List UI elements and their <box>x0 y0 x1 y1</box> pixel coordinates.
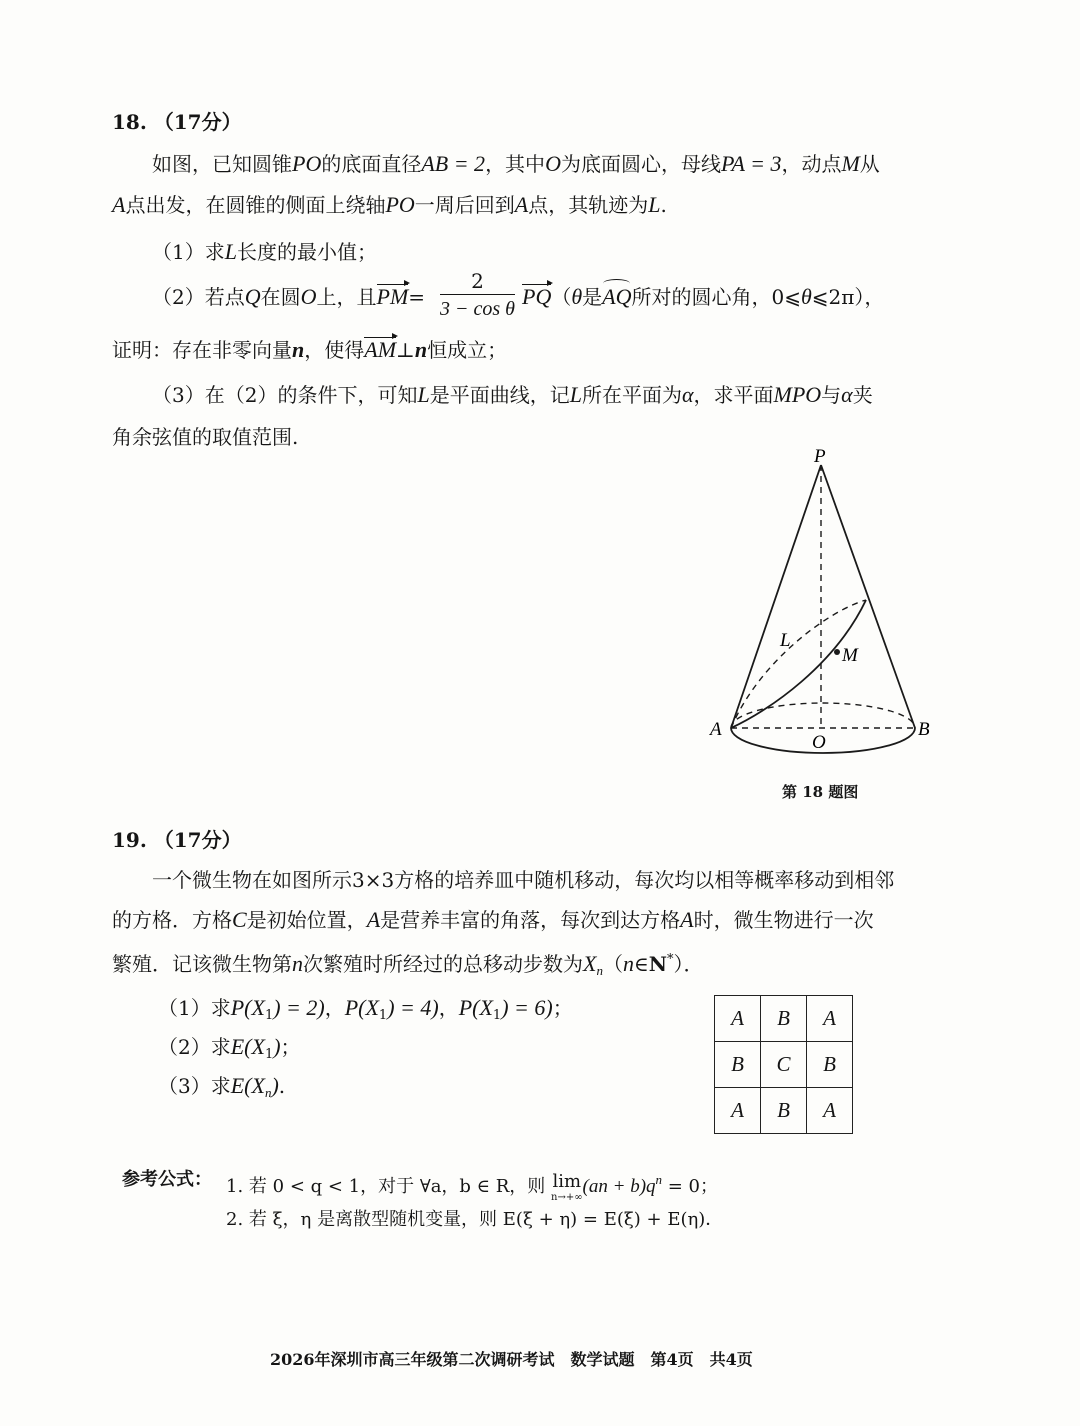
subscript: 1 <box>378 1008 388 1023</box>
grid-cell: A <box>807 1088 853 1134</box>
math-symbol: Q <box>244 284 261 309</box>
label-M: M <box>842 645 858 666</box>
math-symbol: PO <box>385 192 415 217</box>
formula-text: 若 0 < q < 1，对于 ∀a，b ∈ R，则 <box>248 1176 546 1197</box>
grid-cell: A <box>807 996 853 1042</box>
page-footer: 2026年深圳市高三年级第二次调研考试 数学试题 第4页 共4页 <box>270 1350 753 1369</box>
math-symbol: A <box>514 192 529 217</box>
q18-text: ⩽2π）， <box>811 285 885 309</box>
label-B: B <box>918 719 930 740</box>
q19-text: 是初始位置， <box>246 908 367 932</box>
q18-part-3 <box>152 381 873 409</box>
q19-text: （ <box>602 952 623 976</box>
math-symbol: α <box>841 382 853 407</box>
grid-cell: A <box>715 996 761 1042</box>
q19-text: ， <box>438 996 459 1020</box>
vector-PQ: PQ <box>522 284 552 309</box>
petri-dish-grid <box>714 995 853 1134</box>
q18-part-1 <box>152 238 377 266</box>
fraction-numerator: 2 <box>440 268 515 295</box>
q19-text: . <box>278 1074 286 1098</box>
fraction-denominator: 3 − cos θ <box>440 298 515 320</box>
q18-text: ，动点 <box>781 152 842 176</box>
label-A: A <box>710 719 722 740</box>
q19-text: 的方格．方格 <box>112 908 232 932</box>
q18-text: （ <box>551 285 572 309</box>
q18-text: 点出发，在圆锥的侧面上绕轴 <box>125 193 386 217</box>
math-expression: AB = 2 <box>421 151 486 176</box>
q18-part-3-line-2: 角余弦值的取值范围. <box>112 425 299 449</box>
math-symbol: θ <box>571 284 583 309</box>
math-symbol: L <box>648 192 661 217</box>
q19-part-2 <box>158 1033 301 1069</box>
q19-text: ； <box>280 1035 301 1059</box>
cone-generatrix-PB <box>821 465 915 728</box>
math-expression: E(X <box>230 1034 265 1059</box>
grid-cell: B <box>807 1042 853 1088</box>
q18-part-2-lead <box>152 283 425 311</box>
q18-text: ，其中 <box>485 152 546 176</box>
math-expression: P(X <box>230 995 265 1020</box>
q19-number: 19. <box>112 828 147 852</box>
limit-word: lim <box>552 1171 582 1192</box>
formula-number: 2. <box>226 1209 244 1230</box>
math-symbol: n <box>292 951 303 976</box>
q18-text: 是 <box>582 285 603 309</box>
math-symbol: O <box>300 284 317 309</box>
q19-header <box>112 826 242 854</box>
q19-text: 次繁殖时所经过的总移动步数为 <box>303 952 583 976</box>
superscript: n <box>655 1172 663 1187</box>
math-expression: E(X <box>230 1073 265 1098</box>
formula-text: (an + b)q <box>582 1176 656 1197</box>
q18-text: （2）若点 <box>152 285 245 309</box>
grid-cell: B <box>715 1042 761 1088</box>
q18-text: 是平面曲线，记 <box>429 383 570 407</box>
fraction <box>440 268 515 323</box>
math-expression: ) <box>271 1073 279 1098</box>
math-symbol: A <box>112 192 126 217</box>
point-M <box>834 649 840 655</box>
q19-part-3 <box>158 1072 285 1107</box>
grid-cell: C <box>761 1042 807 1088</box>
subscript: 1 <box>264 1047 274 1062</box>
q18-part-2-line-2 <box>112 336 507 364</box>
math-symbol: A <box>366 907 381 932</box>
q19-text: ∈ <box>633 952 649 976</box>
q19-text: 时，微生物进行一次 <box>693 908 874 932</box>
math-symbol: L <box>417 382 430 407</box>
math-expression: ) = 4) <box>387 995 439 1020</box>
limit <box>551 1171 583 1206</box>
q19-text: ， <box>324 996 345 1020</box>
label-L: L <box>780 630 791 651</box>
grid-row <box>715 1042 853 1088</box>
formula-text: 若 ξ，η 是离散型随机变量，则 E(ξ + η) = E(ξ) + E(η)． <box>248 1209 724 1230</box>
math-symbol: n <box>414 337 428 362</box>
label-O: O <box>812 732 826 753</box>
label-P: P <box>814 446 826 467</box>
q19-text: （3）求 <box>158 1074 231 1098</box>
q18-intro-line-1 <box>152 150 880 178</box>
q19-intro-line-1: 一个微生物在如图所示3×3方格的培养皿中随机移动，每次均以相等概率移动到相邻 <box>152 868 895 892</box>
math-symbol: α <box>681 382 694 407</box>
q18-text: 与 <box>821 383 842 407</box>
q18-text: 所对的圆心角，0⩽ <box>631 285 801 309</box>
q19-part-1 <box>158 994 573 1030</box>
arc-AQ: AQ <box>602 284 632 309</box>
math-expression: ) <box>273 1034 281 1059</box>
q18-text: 所在平面为 <box>581 383 682 407</box>
superscript: * <box>667 952 674 967</box>
vector-AM: AM <box>364 337 397 362</box>
grid-cell: A <box>715 1088 761 1134</box>
q18-text: 长度的最小值； <box>236 240 377 264</box>
math-symbol: θ <box>800 284 812 309</box>
q19-intro-line-3 <box>112 946 704 985</box>
q18-text: 如图，已知圆锥 <box>152 152 292 176</box>
q18-text: ，使得 <box>304 338 365 362</box>
q18-text: 在圆 <box>260 285 301 309</box>
q18-text: （3）在（2）的条件下，可知 <box>152 383 418 407</box>
q18-part-2-tail <box>522 283 884 311</box>
grid-cell: B <box>761 996 807 1042</box>
vector-PM: PM <box>376 284 409 309</box>
q19-text: 是营养丰富的角落，每次到达方格 <box>380 908 681 932</box>
q18-text: 夹 <box>852 383 873 407</box>
q19-text: 繁殖．记该微生物第 <box>112 952 292 976</box>
q19-text: （2）求 <box>158 1035 231 1059</box>
equals-sign: = <box>408 285 426 309</box>
q18-intro-line-2 <box>112 191 667 219</box>
q19-score: （17分） <box>153 828 242 852</box>
q18-text: （1）求 <box>152 240 225 264</box>
math-expression: P(X <box>458 995 493 1020</box>
math-symbol: n <box>292 337 305 362</box>
math-symbol: N <box>648 952 668 976</box>
math-symbol: n <box>622 951 634 976</box>
math-symbol: L <box>569 382 582 407</box>
q18-number: 18. <box>112 110 147 134</box>
q19-intro-line-2 <box>112 906 874 934</box>
subscript: n <box>596 963 603 978</box>
math-expression: ) = 6) <box>501 995 553 1020</box>
math-symbol: MPO <box>773 382 822 407</box>
math-symbol: PO <box>292 151 322 176</box>
base-back-arc <box>731 703 915 728</box>
q18-text: 点，其轨迹为 <box>528 193 649 217</box>
formula-text: = 0； <box>662 1176 719 1197</box>
reference-label: 参考公式： <box>122 1169 212 1190</box>
math-expression: ) = 2) <box>273 995 325 1020</box>
q18-text: . <box>660 193 667 217</box>
math-expression: P(X <box>344 995 379 1020</box>
q19-text: ）． <box>673 952 704 976</box>
subscript: 1 <box>264 1008 274 1023</box>
perpendicular-sign: ⊥ <box>396 338 415 362</box>
math-symbol: O <box>545 151 561 176</box>
q18-text: 恒成立； <box>427 338 508 362</box>
math-expression: PA = 3 <box>720 151 782 176</box>
q19-text: （1）求 <box>158 996 231 1020</box>
q18-text: 一周后回到 <box>414 193 515 217</box>
q18-text: 为底面圆心，母线 <box>560 152 721 176</box>
math-symbol: L <box>224 239 237 264</box>
formula-number: 1. <box>226 1176 244 1197</box>
limit-subscript: n→+∞ <box>551 1192 583 1203</box>
q18-text: ，求平面 <box>693 383 774 407</box>
math-symbol: A <box>680 907 694 932</box>
figure-caption: 第 18 题图 <box>782 783 859 801</box>
q18-text: 从 <box>859 152 880 176</box>
math-symbol: C <box>232 907 247 932</box>
q18-text: 证明：存在非零向量 <box>112 338 292 362</box>
cone-figure <box>700 440 950 810</box>
subscript: 1 <box>492 1008 502 1023</box>
cone-generatrix-PA <box>731 465 821 728</box>
q18-score: （17分） <box>153 110 242 134</box>
math-symbol: X <box>583 951 597 976</box>
subscript: n <box>264 1085 272 1100</box>
q18-header <box>112 108 242 136</box>
grid-cell: B <box>761 1088 807 1134</box>
grid-row <box>715 996 853 1042</box>
reference-formula-1 <box>226 1166 718 1206</box>
q18-text: 上，且 <box>316 285 377 309</box>
q18-text: 的底面直径 <box>321 152 422 176</box>
grid-row <box>715 1088 853 1134</box>
math-symbol: M <box>841 151 860 176</box>
reference-formula-2 <box>226 1206 723 1234</box>
q19-text: ； <box>552 996 573 1020</box>
